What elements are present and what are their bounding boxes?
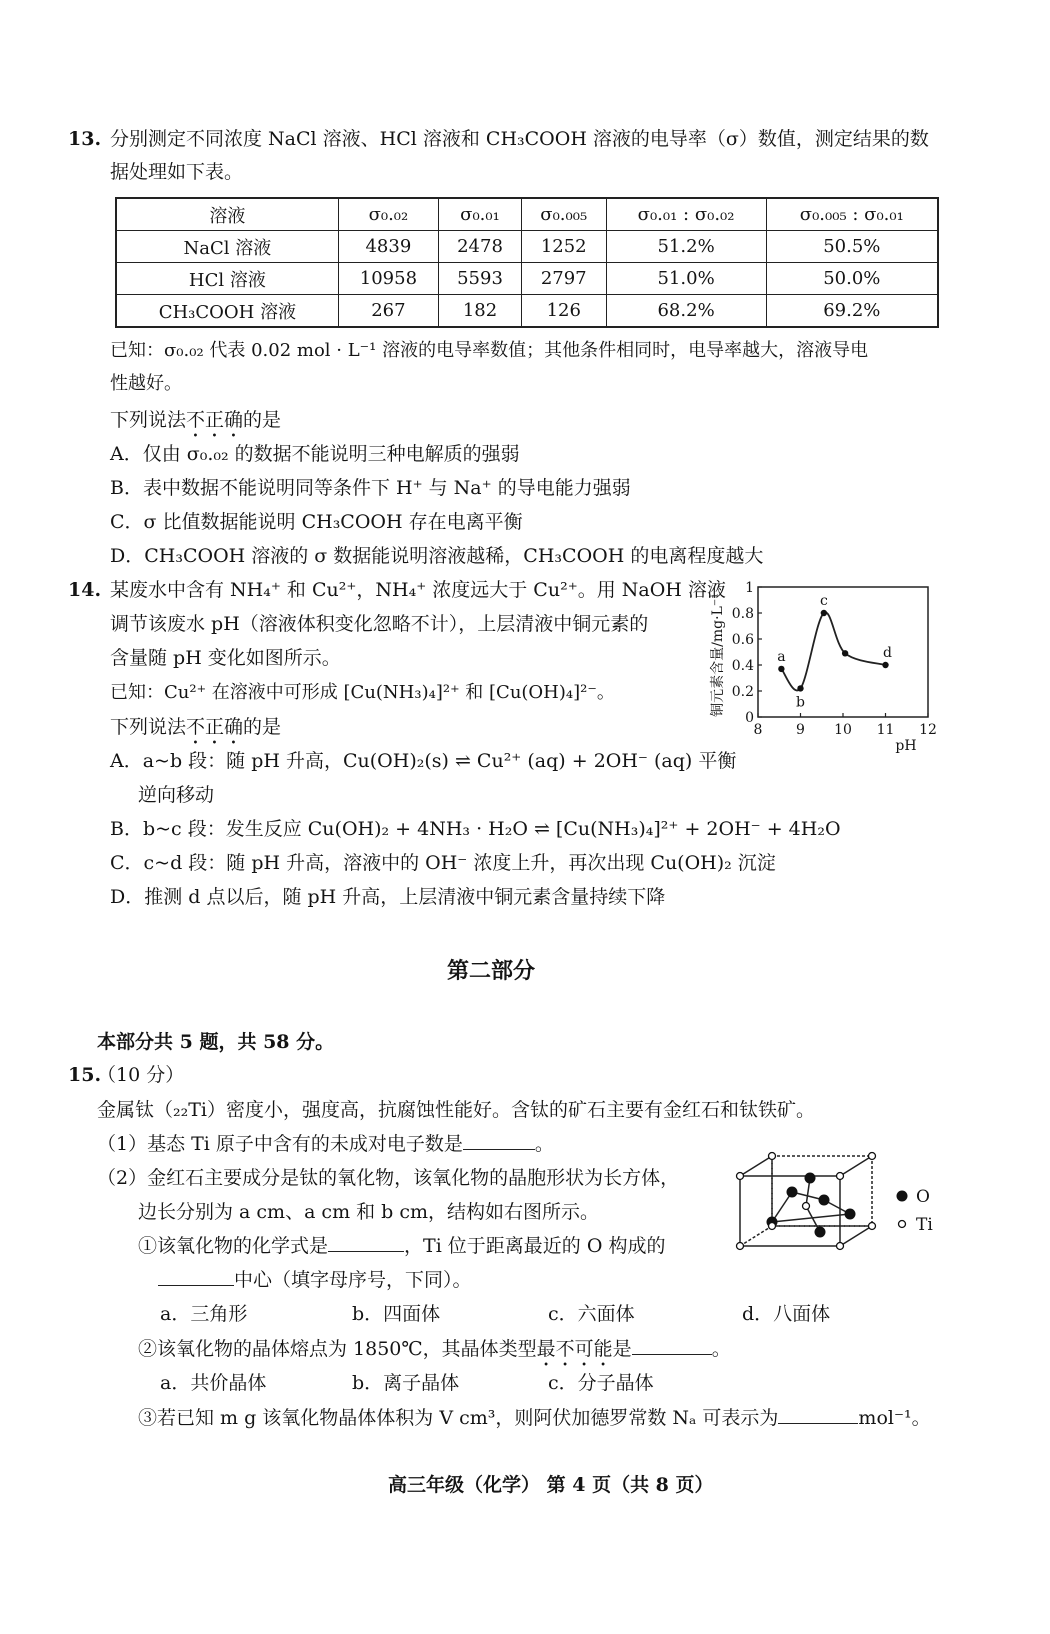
q14-option-c: C．c~d 段：随 pH 升高，溶液中的 OH⁻ 浓度上升，再次出现 Cu(OH)₂ 沉淀 <box>110 852 776 874</box>
table-cell: HCl 溶液 <box>116 263 338 295</box>
y-tick-label: 1 <box>745 580 754 596</box>
q15-option2-b: b．离子晶体 <box>352 1372 460 1394</box>
data-point-label: c <box>819 593 828 609</box>
q13-note-line2: 性越好。 <box>110 373 182 394</box>
part2-title: 第二部分 <box>447 958 536 984</box>
data-point <box>882 662 888 668</box>
x-tick-label: 12 <box>919 722 937 738</box>
answer-blank[interactable] <box>158 1285 234 1286</box>
table-header-cell: σ₀.₀₀₅ <box>521 198 606 231</box>
x-tick-label: 9 <box>796 722 805 738</box>
chart-xlabel: pH <box>895 738 917 754</box>
legend-titanium-icon <box>899 1221 906 1228</box>
answer-blank[interactable] <box>328 1251 404 1252</box>
data-point <box>797 685 803 691</box>
data-point-label: d <box>883 645 892 661</box>
q15-stem: 金属钛（₂₂Ti）密度小，强度高，抗腐蚀性能好。含钛的矿石主要有金红石和钛铁矿。 <box>97 1099 815 1121</box>
table-cell: 51.0% <box>606 263 766 295</box>
table-cell: 182 <box>439 295 522 328</box>
table-cell: NaCl 溶液 <box>116 231 338 263</box>
cell-edges <box>740 1156 872 1246</box>
q13-question-part: 的是 <box>243 409 282 431</box>
table-row <box>116 295 938 328</box>
q15-sub1-line2-text: 中心（填字母序号，下同）。 <box>234 1269 472 1291</box>
q15-option2-a: a．共价晶体 <box>160 1372 267 1394</box>
data-point-label: a <box>777 648 786 665</box>
q13-question-emphasis: 不正确 <box>186 409 244 431</box>
q15-sub2-text-cont: 是 <box>612 1338 632 1360</box>
y-tick-label: 0.4 <box>731 658 754 674</box>
q13-option-d: D．CH₃COOH 溶液的 σ 数据能说明溶液越稀，CH₃COOH 的电离程度越大 <box>110 545 764 567</box>
q14-option-d: D．推测 d 点以后，随 pH 升高，上层清液中铜元素含量持续下降 <box>110 886 666 908</box>
q13-conductivity-table <box>115 197 939 328</box>
x-tick-label: 10 <box>834 722 852 738</box>
table-row <box>116 231 938 263</box>
q15-part2-line2: 边长分别为 a cm、a cm 和 b cm，结构如右图所示。 <box>138 1201 600 1223</box>
q15-sub2-end: 。 <box>711 1338 731 1360</box>
table-cell: 2478 <box>439 231 522 263</box>
data-point <box>821 610 827 616</box>
q15-sub1-line2 <box>158 1269 472 1292</box>
answer-blank[interactable] <box>632 1354 712 1355</box>
legend-oxygen-icon <box>897 1191 908 1202</box>
q14-question-emphasis: 不正确 <box>186 716 244 738</box>
answer-blank[interactable] <box>778 1423 858 1424</box>
q15-part1-end: 。 <box>534 1133 554 1155</box>
table-cell: 68.2% <box>606 295 766 328</box>
oxygen-atoms <box>767 1173 856 1238</box>
q15-part2-line1: （2）金红石主要成分是钛的氧化物，该氧化物的晶胞形状为长方体， <box>97 1167 680 1189</box>
q15-score: （10 分） <box>97 1064 185 1086</box>
q15-option1-c: c．六面体 <box>548 1303 635 1325</box>
answer-blank[interactable] <box>463 1149 535 1150</box>
q15-option1-a: a．三角形 <box>160 1303 248 1325</box>
y-tick-label: 0.6 <box>731 632 754 648</box>
q14-question-part: 的是 <box>243 716 282 738</box>
q13-question <box>110 409 281 442</box>
q15-sub2 <box>138 1338 731 1371</box>
table-row <box>116 263 938 295</box>
table-cell: 5593 <box>439 263 522 295</box>
q14-note: 已知：Cu²⁺ 在溶液中可形成 [Cu(NH₃)₄]²⁺ 和 [Cu(OH)₄]²⁻。 <box>110 682 615 703</box>
table-header-row <box>116 198 938 231</box>
table-cell: 4839 <box>338 231 438 263</box>
table-header-cell: σ₀.₀₁ : σ₀.₀₂ <box>606 198 766 231</box>
q15-part1 <box>97 1133 554 1156</box>
x-tick-label: 11 <box>876 722 895 738</box>
table-cell: 50.5% <box>766 231 938 263</box>
copper-content-chart <box>700 575 950 755</box>
q15-option1-b: b．四面体 <box>352 1303 441 1325</box>
chart-ylabel: 铜元素含量/mg·L⁻¹ <box>710 593 726 717</box>
q13-question-part: 下列说法 <box>110 409 187 431</box>
q13-stem-line1: 分别测定不同浓度 NaCl 溶液、HCl 溶液和 CH₃COOH 溶液的电导率（σ）数值，测定结果的数 <box>110 128 929 150</box>
q15-sub1-text-cont: ，Ti 位于距离最近的 O 构成的 <box>404 1235 666 1257</box>
table-header-cell: σ₀.₀₁ <box>439 198 522 231</box>
q13-number: 13. <box>68 128 102 150</box>
q13-option-c: C．σ 比值数据能说明 CH₃COOH 存在电离平衡 <box>110 511 523 533</box>
table-cell: 69.2% <box>766 295 938 328</box>
q14-number: 14. <box>68 579 102 601</box>
table-header-cell: σ₀.₀₂ <box>338 198 438 231</box>
q14-option-a-line2: 逆向移动 <box>138 784 215 806</box>
q15-sub3 <box>138 1407 931 1430</box>
table-cell: 51.2% <box>606 231 766 263</box>
legend-oxygen-label: O <box>916 1187 930 1207</box>
q13-option-a: A．仅由 σ₀.₀₂ 的数据不能说明三种电解质的强弱 <box>110 443 520 465</box>
q14-question <box>110 716 281 749</box>
table-cell: 50.0% <box>766 263 938 295</box>
q15-option2-c: c．分子晶体 <box>548 1372 654 1394</box>
q15-sub1-text: ①该氧化物的化学式是 <box>138 1235 329 1257</box>
x-tick-label: 8 <box>753 722 763 738</box>
table-header-cell: σ₀.₀₀₅ : σ₀.₀₁ <box>766 198 938 231</box>
crystal-cell-figure <box>730 1148 950 1260</box>
q15-sub1 <box>138 1235 665 1258</box>
q13-stem-line2: 据处理如下表。 <box>110 161 244 183</box>
y-tick-label: 0.8 <box>731 606 754 622</box>
q13-note-line1: 已知：σ₀.₀₂ 代表 0.02 mol · L⁻¹ 溶液的电导率数值；其他条件相同时，电导率越大，溶液导电 <box>110 340 869 361</box>
table-cell: 10958 <box>338 263 438 295</box>
q14-stem-line1: 某废水中含有 NH₄⁺ 和 Cu²⁺，NH₄⁺ 浓度远大于 Cu²⁺。用 NaOH 溶液 <box>110 579 726 601</box>
q14-stem-line2: 调节该废水 pH（溶液体积变化忽略不计），上层清液中铜元素的 <box>110 613 649 635</box>
data-point <box>842 650 848 656</box>
q15-sub3-unit: mol⁻¹。 <box>858 1407 931 1429</box>
data-point <box>778 666 784 672</box>
table-cell: 126 <box>521 295 606 328</box>
q15-sub3-text: ③若已知 m g 该氧化物晶体体积为 V cm³，则阿伏加德罗常数 Nₐ 可表示为 <box>138 1407 779 1429</box>
q15-part1-text: （1）基态 Ti 原子中含有的未成对电子数是 <box>97 1133 463 1155</box>
data-point-label: b <box>796 694 805 711</box>
y-tick-label: 0.2 <box>731 684 754 700</box>
series-line <box>781 612 885 690</box>
q14-option-b: B．b~c 段：发生反应 Cu(OH)₂ + 4NH₃ · H₂O ⇌ [Cu(NH₃)₄]²⁺ + 2OH⁻ + 4H₂O <box>110 818 841 840</box>
table-cell: 267 <box>338 295 438 328</box>
page-footer: 高三年级（化学） 第 4 页（共 8 页） <box>388 1474 714 1496</box>
table-header-cell: 溶液 <box>116 198 338 231</box>
q13-option-b: B．表中数据不能说明同等条件下 H⁺ 与 Na⁺ 的导电能力强弱 <box>110 477 631 499</box>
q15-option1-d: d．八面体 <box>742 1303 831 1325</box>
part2-intro: 本部分共 5 题，共 58 分。 <box>97 1031 335 1053</box>
q15-sub2-emphasis: 最不可能 <box>536 1338 613 1360</box>
q15-number: 15. <box>68 1064 102 1086</box>
q14-stem-line3: 含量随 pH 变化如图所示。 <box>110 647 341 669</box>
y-tick-label: 0 <box>745 710 754 726</box>
q14-question-part: 下列说法 <box>110 716 187 738</box>
q15-sub2-text: ②该氧化物的晶体熔点为 1850℃，其晶体类型 <box>138 1338 537 1360</box>
table-cell: CH₃COOH 溶液 <box>116 295 338 328</box>
table-cell: 1252 <box>521 231 606 263</box>
q14-option-a-line1: A．a~b 段：随 pH 升高，Cu(OH)₂(s) ⇌ Cu²⁺ (aq) + 2OH⁻ (aq) 平衡 <box>110 750 737 772</box>
table-cell: 2797 <box>521 263 606 295</box>
legend-titanium-label: Ti <box>916 1215 933 1235</box>
